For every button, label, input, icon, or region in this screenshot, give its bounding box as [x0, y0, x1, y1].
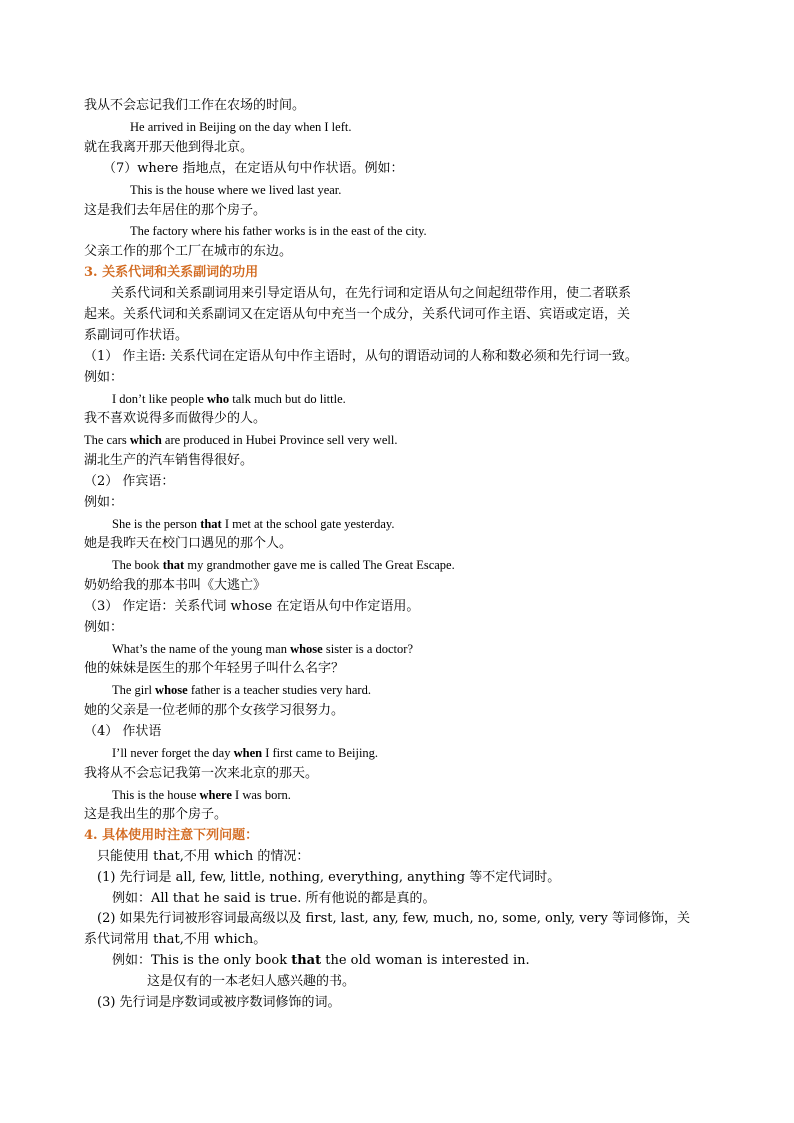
text-run: （4） 作状语: [84, 724, 162, 739]
text-line: [97, 869, 560, 887]
text-run: She is the person: [112, 517, 201, 531]
text-line: [147, 973, 355, 991]
text-run: （1） 作主语: 关系代词在定语从句中作主语时，从句的谓语动词的人称和数必须和先行词一致。: [84, 349, 638, 364]
text-line: [84, 765, 318, 783]
text-run: 这是我们去年居住的那个房子。: [84, 203, 267, 218]
text-line: [112, 515, 394, 533]
text-run: 例如：This is the only book: [112, 953, 292, 968]
text-line: [84, 473, 174, 491]
text-line: [130, 118, 351, 136]
keyword: when: [233, 746, 263, 760]
text-run: (1) 先行词是 all, few, little, nothing, everything, anything 等不定代词时。: [97, 870, 561, 885]
text-line: [84, 577, 266, 595]
keyword: who: [206, 392, 230, 406]
text-run: 系代词常用 that,不用 which。: [84, 932, 267, 947]
text-run: 例如：: [84, 620, 124, 635]
text-run: This is the house where we lived last year.: [130, 183, 342, 197]
text-run: （3） 作定语：关系代词 whose 在定语从句中作定语用。: [84, 599, 420, 614]
text-run: 父亲工作的那个工厂在城市的东边。: [84, 244, 293, 259]
text-run: The book: [112, 558, 163, 572]
text-run: my grandmother gave me is called The Great Escape.: [184, 558, 455, 572]
text-run: the old woman is interested in.: [321, 953, 530, 968]
text-run: I first came to Beijing.: [262, 746, 379, 760]
text-run: talk much but do little.: [229, 392, 346, 406]
text-line: [130, 181, 341, 199]
text-line: [84, 97, 305, 115]
text-line: [84, 243, 292, 261]
text-run: 就在我离开那天他到得北京。: [84, 140, 254, 155]
text-line: [97, 994, 341, 1012]
text-run: I met at the school gate yesterday.: [221, 517, 395, 531]
text-run: 湖北生产的汽车销售得很好。: [84, 453, 254, 468]
text-run: I was born.: [231, 788, 291, 802]
text-line: [112, 640, 413, 658]
text-run: 奶奶给我的那本书叫《大逃亡》: [84, 578, 267, 593]
text-run: This is the house: [112, 788, 200, 802]
text-run: 这是仅有的一本老妇人感兴趣的书。: [147, 974, 356, 989]
keyword: that: [162, 558, 185, 572]
text-line: [84, 139, 253, 157]
text-line: [84, 535, 292, 553]
text-line: [112, 390, 346, 408]
section-heading: [84, 827, 258, 845]
text-line: [84, 202, 266, 220]
text-line: [112, 556, 455, 574]
text-run: 4. 具体使用时注意下列问题：: [84, 828, 259, 843]
text-line: [112, 890, 436, 908]
text-run: 我不喜欢说得多而做得少的人。: [84, 411, 267, 426]
text-run: 例如：: [84, 370, 124, 385]
text-line: [97, 848, 309, 866]
text-run: (3) 先行词是序数词或被序数词修饰的词。: [97, 995, 341, 1010]
text-line: [84, 410, 266, 428]
text-line: [112, 681, 371, 699]
text-line: [130, 222, 427, 240]
text-line: [84, 931, 266, 949]
text-run: The factory where his father works is in the east of the city.: [130, 224, 427, 238]
text-run: 我将从不会忘记我第一次来北京的那天。: [84, 766, 319, 781]
text-line: [84, 431, 397, 449]
text-line: [84, 702, 344, 720]
text-run: 她的父亲是一位老师的那个女孩学习很努力。: [84, 703, 345, 718]
text-run: He arrived in Beijing on the day when I left.: [130, 120, 352, 134]
text-line: [84, 452, 253, 470]
text-run: I don’t like people: [112, 392, 207, 406]
text-line: [112, 744, 378, 762]
section-heading: [84, 264, 258, 282]
text-line: [84, 348, 638, 366]
text-run: 他的妹妹是医生的那个年轻男子叫什么名字？: [84, 661, 345, 676]
text-line: [84, 619, 123, 637]
text-run: （2） 作宾语：: [84, 474, 175, 489]
text-run: 系副词可作状语。: [84, 328, 189, 343]
text-run: 起来。关系代词和关系副词又在定语从句中充当一个成分，关系代词可作主语、宾语或定语，关: [84, 307, 631, 322]
text-run: I’ll never forget the day: [112, 746, 234, 760]
text-line: [84, 494, 123, 512]
text-run: 例如：All that he said is true. 所有他说的都是真的。: [112, 891, 436, 906]
text-line: [84, 369, 123, 387]
text-line: [84, 327, 188, 345]
keyword: whose: [155, 683, 188, 697]
text-run: 例如：: [84, 495, 124, 510]
text-line: [112, 952, 530, 970]
text-run: 关系代词和关系副词用来引导定语从句，在先行词和定语从句之间起纽带作用，使二者联系: [111, 286, 632, 301]
text-line: [84, 306, 630, 324]
keyword: that: [200, 517, 222, 531]
keyword: which: [129, 433, 162, 447]
text-line: [111, 285, 631, 303]
text-run: What’s the name of the young man: [112, 642, 291, 656]
text-run: 这是我出生的那个房子。: [84, 807, 228, 822]
text-line: [84, 660, 344, 678]
text-run: The cars: [84, 433, 130, 447]
keyword: whose: [290, 642, 323, 656]
text-run: 我从不会忘记我们工作在农场的时间。: [84, 98, 306, 113]
text-line: [112, 786, 291, 804]
text-run: 3. 关系代词和关系副词的功用: [84, 265, 259, 280]
text-run: (2) 如果先行词被形容词最高级以及 first, last, any, few, much, no, some, only, very 等词修饰，关: [97, 911, 690, 926]
text-run: （7）where 指地点，在定语从句中作状语。例如：: [103, 161, 404, 176]
text-run: The girl: [112, 683, 156, 697]
text-run: father is a teacher studies very hard.: [187, 683, 371, 697]
text-line: [97, 910, 690, 928]
text-line: [84, 598, 419, 616]
text-line: [84, 723, 161, 741]
text-line: [103, 160, 404, 178]
text-run: are produced in Hubei Province sell very well.: [161, 433, 398, 447]
text-line: [84, 806, 227, 824]
text-run: sister is a doctor?: [322, 642, 413, 656]
keyword: where: [199, 788, 232, 802]
keyword: that: [291, 953, 322, 968]
text-run: 只能使用 that,不用 which 的情况：: [97, 849, 310, 864]
text-run: 她是我昨天在校门口遇见的那个人。: [84, 536, 293, 551]
